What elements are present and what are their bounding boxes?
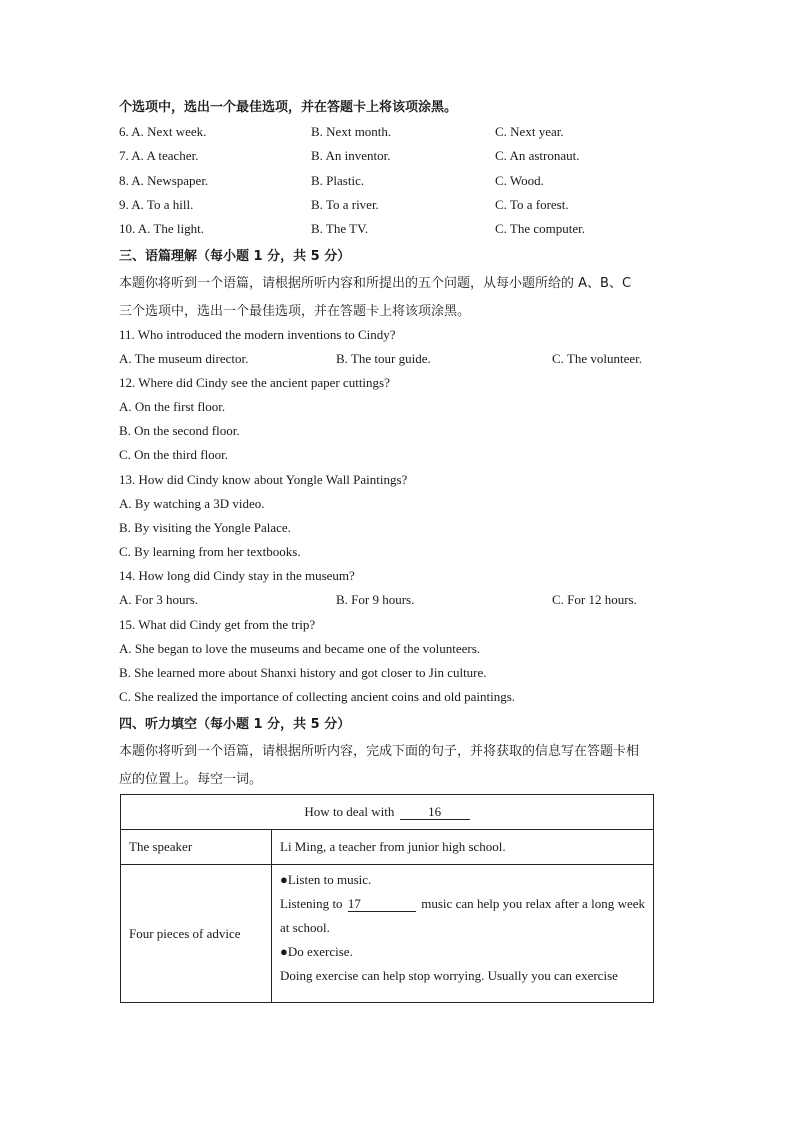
question-15-option-a: A. She began to love the museums and became one of the volunteers. [119,641,481,656]
section-3-title: 三、语篇理解（每小题 1 分，共 5 分） [119,249,351,264]
speaker-label-cell: The speaker [121,830,272,865]
question-11-option-a: A. The museum director. [119,351,249,366]
question-14-text: 14. How long did Cindy stay in the museum? [119,568,355,583]
question-15-text: 15. What did Cindy get from the trip? [119,617,316,632]
advice-1-text [280,892,645,940]
option-a: 6. A. Next week. [119,124,207,139]
question-13-text: 13. How did Cindy know about Yongle Wall Paintings? [119,472,408,487]
question-12-text: 12. Where did Cindy see the ancient paper cuttings? [119,375,390,390]
option-b: B. To a river. [311,197,379,212]
question-11-text: 11. Who introduced the modern inventions to Cindy? [119,327,396,342]
option-c: C. To a forest. [495,197,569,212]
option-a: 9. A. To a hill. [119,197,194,212]
question-12-option-c: C. On the third floor. [119,447,229,462]
option-b: B. An inventor. [311,148,391,163]
question-13-option-a: A. By watching a 3D video. [119,496,265,511]
question-13-option-b: B. By visiting the Yongle Palace. [119,520,291,535]
option-b: B. The TV. [311,221,369,236]
option-c: C. The computer. [495,221,586,236]
advice-1-pre: Listening to [280,896,343,911]
question-12-option-a: A. On the first floor. [119,399,226,414]
option-c: C. An astronaut. [495,148,580,163]
advice-2-text: Doing exercise can help stop worrying. Usually you can exercise [280,968,618,983]
option-a: 10. A. The light. [119,221,204,236]
advice-1-post: music can help you relax after a long week at school. [280,896,646,935]
blank-16[interactable]: 16 [400,805,470,820]
question-11-option-b: B. The tour guide. [336,351,431,366]
option-c: C. Wood. [495,173,544,188]
advice-content-cell [272,865,654,1003]
question-14-option-c: C. For 12 hours. [552,592,637,607]
section-4-instruction-line-1: 本题你将听到一个语篇，请根据所听内容，完成下面的句子，并将获取的信息写在答题卡相 [119,744,640,759]
option-b: B. Next month. [311,124,392,139]
blank-17[interactable]: 17 [348,897,416,912]
question-11-option-c: C. The volunteer. [552,351,643,366]
question-15-option-b: B. She learned more about Shanxi history and got closer to Jin culture. [119,665,487,680]
question-12-option-b: B. On the second floor. [119,423,240,438]
question-14-option-a: A. For 3 hours. [119,592,199,607]
advice-1-title: ●Listen to music. [280,872,372,887]
question-13-option-c: C. By learning from her textbooks. [119,544,301,559]
option-a: 8. A. Newspaper. [119,173,209,188]
option-c: C. Next year. [495,124,564,139]
option-b: B. Plastic. [311,173,365,188]
question-14-option-b: B. For 9 hours. [336,592,415,607]
listening-fill-table [120,794,654,1003]
section-4-instruction-line-2: 应的位置上。每空一词。 [119,772,263,787]
question-15-option-c: C. She realized the importance of collecting ancient coins and old paintings. [119,689,516,704]
advice-label-cell: Four pieces of advice [121,865,272,1003]
instruction-continuation: 个选项中，选出一个最佳选项，并在答题卡上将该项涂黑。 [119,100,458,115]
section-3-instruction-line-2: 三个选项中，选出一个最佳选项，并在答题卡上将该项涂黑。 [119,304,471,319]
section-3-instruction-line-1: 本题你将听到一个语篇，请根据所听内容和所提出的五个问题，从每小题所给的 A、B、C [119,276,632,291]
advice-2-title: ●Do exercise. [280,944,353,959]
speaker-value-cell: Li Ming, a teacher from junior high school. [272,830,654,865]
option-a: 7. A. A teacher. [119,148,199,163]
table-header-text: How to deal with [304,804,395,819]
table-header-cell [121,795,654,830]
section-4-title: 四、听力填空（每小题 1 分，共 5 分） [119,717,351,732]
